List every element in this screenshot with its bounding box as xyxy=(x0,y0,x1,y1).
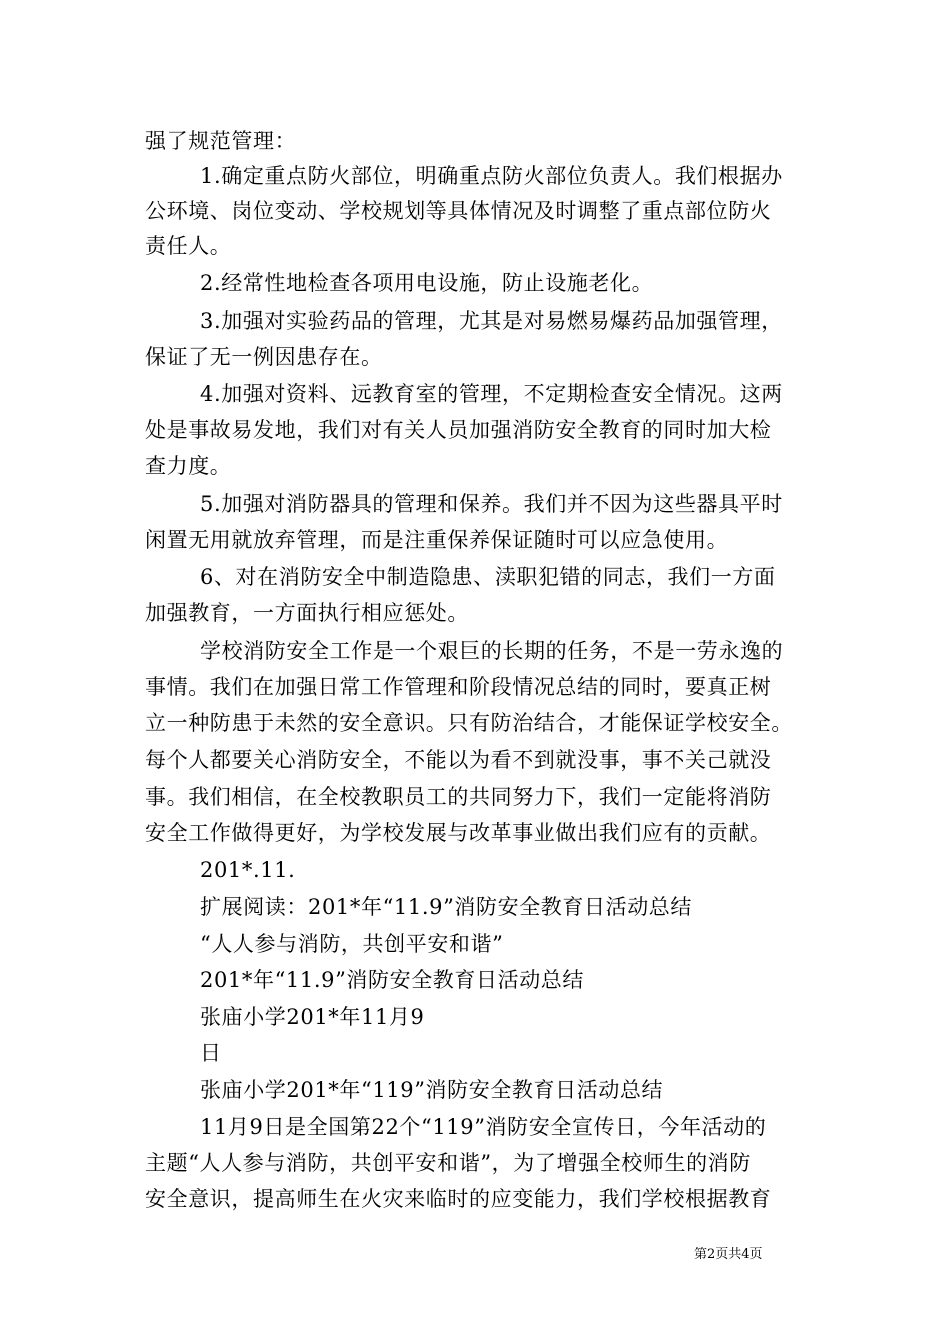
text-line: 每个人都要关心消防安全，不能以为看不到就没事，事不关己就没 xyxy=(145,748,772,772)
text-line: 安全意识，提高师生在火灾来临时的应变能力，我们学校根据教育 xyxy=(145,1187,772,1211)
text-line: 责任人。 xyxy=(145,234,232,258)
text-line: 事。我们相信，在全校教职员工的共同努力下，我们一定能将消防 xyxy=(145,785,772,809)
text-line: 11月9日是全国第22个“119”消防安全宣传日，今年活动的 xyxy=(200,1115,767,1139)
date-line: 201*.11. xyxy=(200,858,296,882)
text-line: 1.确定重点防火部位，明确重点防火部位负责人。我们根据办 xyxy=(200,164,783,188)
text-line: 查力度。 xyxy=(145,454,232,478)
text-line: 公环境、岗位变动、学校规划等具体情况及时调整了重点部位防火 xyxy=(145,199,772,223)
text-line: 加强教育，一方面执行相应惩处。 xyxy=(145,601,469,625)
text-line: 学校消防安全工作是一个艰巨的长期的任务，不是一劳永逸的 xyxy=(200,639,784,663)
text-line: 安全工作做得更好，为学校发展与改革事业做出我们应有的贡献。 xyxy=(145,821,772,845)
text-line: 4.加强对资料、远教育室的管理，不定期检查安全情况。这两 xyxy=(200,382,783,406)
text-line: 张庙小学201*年“119”消防安全教育日活动总结 xyxy=(200,1078,664,1102)
text-line: 保证了无一例因患存在。 xyxy=(145,345,383,369)
text-line: 立一种防患于未然的安全意识。只有防治结合，才能保证学校安全。 xyxy=(145,711,793,735)
text-line: 事情。我们在加强日常工作管理和阶段情况总结的同时，要真正树 xyxy=(145,675,772,699)
text-line: 处是事故易发地，我们对有关人员加强消防安全教育的同时加大检 xyxy=(145,418,772,442)
text-line: 主题“人人参与消防，共创平安和谐”，为了增强全校师生的消防 xyxy=(145,1151,751,1175)
text-line: 日 xyxy=(200,1041,222,1065)
text-line: 扩展阅读：201*年“11.9”消防安全教育日活动总结 xyxy=(200,895,693,919)
text-line: 6、对在消防安全中制造隐患、渎职犯错的同志，我们一方面 xyxy=(200,565,776,589)
text-line: 5.加强对消防器具的管理和保养。我们并不因为这些器具平时 xyxy=(200,492,783,516)
text-line: 201*年“11.9”消防安全教育日活动总结 xyxy=(200,968,585,992)
page-number-footer: 第2页共4页 xyxy=(694,1247,763,1262)
text-line: 闲置无用就放弃管理，而是注重保养保证随时可以应急使用。 xyxy=(145,528,729,552)
text-line: “人人参与消防，共创平安和谐” xyxy=(200,932,504,956)
text-line: 2.经常性地检查各项用电设施，防止设施老化。 xyxy=(200,271,654,295)
text-line: 强了规范管理： xyxy=(145,129,297,153)
text-line: 3.加强对实验药品的管理，尤其是对易燃易爆药品加强管理， xyxy=(200,309,783,333)
text-line: 张庙小学201*年11月9 xyxy=(200,1005,425,1029)
